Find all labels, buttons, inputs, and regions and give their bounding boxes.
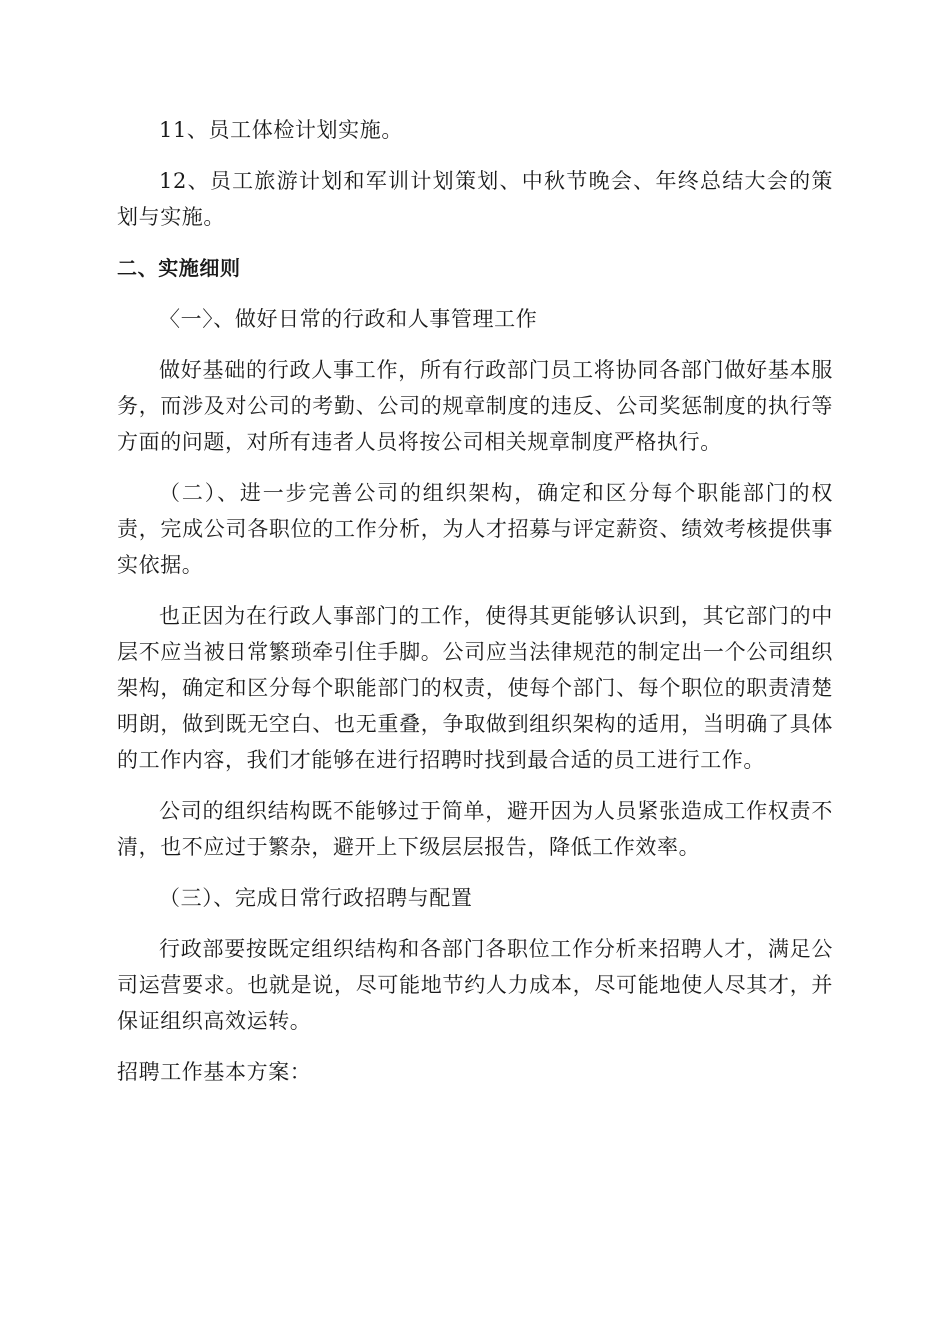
- subsection-1-body: 做好基础的行政人事工作，所有行政部门员工将协同各部门做好基本服务，而涉及对公司的考勤、公司的规章制度的违反、公司奖惩制度的执行等方面的问题，对所有违者人员将按公司相关规章制度严格执行。: [117, 358, 833, 454]
- subsection-2-paragraph-3: 公司的组织结构既不能够过于简单，避开因为人员紧张造成工作权责不清，也不应过于繁杂，避开上下级层层报告，降低工作效率。: [117, 799, 833, 859]
- subsection-2-body: （二）、进一步完善公司的组织架构，确定和区分每个职能部门的权责，完成公司各职位的工作分析，为人才招募与评定薪资、绩效考核提供事实依据。: [117, 481, 833, 577]
- subsection-2-paragraph-2: 也正因为在行政人事部门的工作，使得其更能够认识到，其它部门的中层不应当被日常繁琐牵引住手脚。公司应当法律规范的制定出一个公司组织架构，确定和区分每个职能部门的权责，使每个部门、每个职位的职责清楚明朗，做到既无空白、也无重叠，争取做到组织架构的适用，当明确了具体的工作内容，我们才能够在进行招聘时找到最合适的员工进行工作。: [117, 604, 833, 772]
- list-item-11: 11、员工体检计划实施。: [159, 118, 403, 142]
- list-item-12: 12、员工旅游计划和军训计划策划、中秋节晚会、年终总结大会的策划与实施。: [117, 169, 833, 229]
- section-heading: 二、实施细则: [117, 256, 241, 280]
- subsection-3-title: （三）、完成日常行政招聘与配置: [159, 886, 473, 910]
- closing-label: 招聘工作基本方案：: [117, 1060, 312, 1084]
- subsection-1-title: 〈一〉、做好日常的行政和人事管理工作: [159, 307, 538, 331]
- document-page: [117, 112, 833, 1105]
- subsection-3-body: 行政部要按既定组织结构和各部门各职位工作分析来招聘人才，满足公司运营要求。也就是说，尽可能地节约人力成本，尽可能地使人尽其才，并保证组织高效运转。: [117, 937, 833, 1033]
